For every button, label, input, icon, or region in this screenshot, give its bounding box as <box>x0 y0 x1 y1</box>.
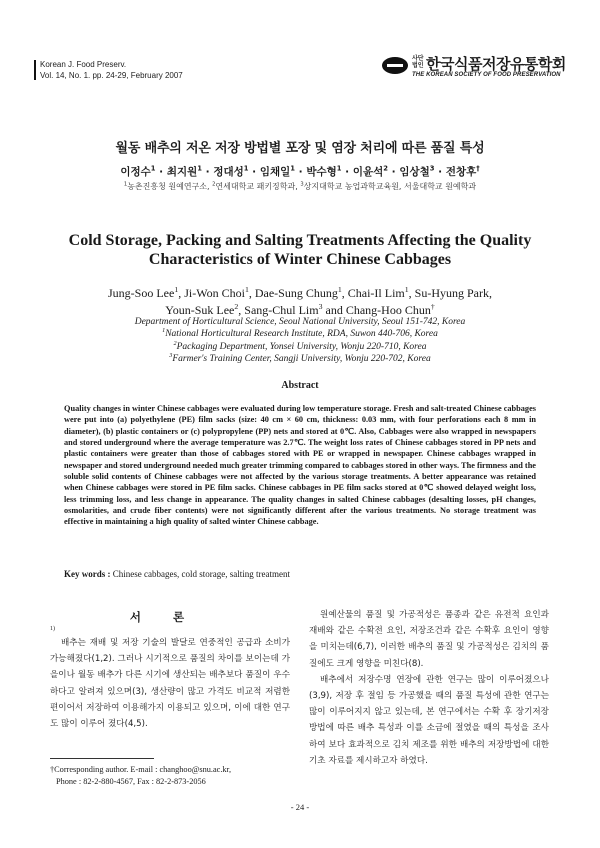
author-affiliation-mark: 1 <box>174 285 179 294</box>
author-name: Sang-Chul Lim <box>244 303 319 317</box>
authors-korean: 이정수$^1$ · 최지원$^1$ · 정대성$^1$ · 임채일$^1$ · 박수형$^1$ · 이윤석$^2$ · 임상철$^3$ · 전창후† <box>120 164 480 178</box>
affiliation-text: Packaging Department, Yonsei University, Wonju 220-710, Korea <box>176 341 427 352</box>
author-name: Jung-Soo Lee <box>108 286 175 300</box>
footnote-email: †Corresponding author. E-mail : changhoo@snu.ac.kr, <box>50 765 232 774</box>
society-logo <box>382 53 572 83</box>
affiliation-line <box>30 316 570 328</box>
author-name: 임채일 <box>259 166 291 178</box>
body-column-right <box>309 607 549 769</box>
author-affiliation-mark: 3 <box>318 302 323 311</box>
author-affiliation-mark: 1 <box>197 164 203 173</box>
affiliation-line <box>30 353 570 365</box>
author-name: 이윤석 <box>352 166 384 178</box>
body-paragraph: 배추에서 저장수명 연장에 관한 연구는 많이 이루어졌으나(3,9), 저장 후 절임 등 가공했을 때의 품질 특성에 관한 연구는 많이 이루어지지 않고 있는데, 본 연구에서는 수확 후 장기저장 방법에 따른 배추 특성과 이를 소금에 절였을 때의 특성을 조사하여 보다 효과적으로 김치 제조를 위한 배추의 저장방법에 대한 기초 자료를 제시하고자 하였다. <box>309 674 549 766</box>
journal-name: Korean J. Food Preserv. <box>40 60 127 69</box>
affiliation-text: Department of Horticultural Science, Seoul National University, Seoul 151-742, Korea <box>134 317 466 327</box>
author-affiliation-mark: 1 <box>150 164 156 173</box>
author-name: Chang-Hoo Chun <box>345 303 431 317</box>
society-emblem-icon <box>382 57 408 74</box>
abstract-text: Quality changes in winter Chinese cabbages were evaluated during low temperature storage. Fresh and salt-treated Chinese cabbages were put into (a) polyethylene (PE) film sacks (size: 40 cm × 60 cm, thickness: 0.03 mm, with four perforations each 8 mm in diameter), (b) plastic containers or (c) polypropylene (PP) nets and stored at 0℃. Also, Cabbages were also wrapped in newspapers and stored underground where the average temperature was 2.7℃. The weight loss rates of Chinese cabbages stored in PP nets and plastic containers were greater than those of cabbages stored with PE or wrapped in newspaper. Chinese cabbages wrapped in newspaper and stored underground needed much greater trimming compared to cabbages stored in other ways. The firmness and the soluble solid contents of Chinese cabbages were not affected by the various storage treatments. A better appearance was retained when Chinese cabbages were stored in PE film sacks. Chinese cabbages in PE film sacks stored at 0℃ showed delayed weight loss, less trimming loss, and less change in appearance. The quality changes in salted Chinese cabbages (desalting losses, pH changes, osmolarities, and crude fiber contents) were not significantly different after the various treatments. No storage treatment was effective in maintaining a high quality of salted winter Chinese cabbage. <box>64 404 536 527</box>
abstract-heading: Abstract <box>281 380 319 391</box>
logo-korean-name: 한국식품저장유통학회 <box>426 55 566 73</box>
title-english-line-1: Cold Storage, Packing and Salting Treatments Affecting the Quality <box>68 232 532 249</box>
affiliation-line <box>30 328 570 340</box>
author-affiliation-mark: 1 <box>244 285 249 294</box>
affiliation-mark: 3 <box>169 353 173 360</box>
header-rule <box>34 60 36 80</box>
page-number: - 24 - <box>290 802 310 812</box>
affiliation-mark: 1 <box>123 181 128 188</box>
affiliation-line <box>30 341 570 353</box>
author-affiliation-mark: 2 <box>383 164 389 173</box>
footnote-rule <box>50 758 154 759</box>
author-name: 박수형 <box>306 166 337 178</box>
body-paragraph: 원예산물의 품질 및 가공적성은 품종과 같은 유전적 요인과 재배와 같은 수확전 요인, 저장조건과 같은 수확후 요인이 영향을 미치는데(6,7), 이러한 배추의 품질 및 가공적성은 김치의 품질에도 크게 영향을 미친다(8). <box>309 610 549 669</box>
body-paragraph: 배추는 재배 및 저장 기술의 발달로 연중적인 공급과 소비가 가능해졌다(1,2). 그러나 시기적으로 품질의 차이를 보이는데 가을이나 월동 배추가 다른 시기에 생산되는 배추보다 품질이 우수하다고 알려져 있으며(3), 생산량이 많고 가격도 비교적 저렴한 편이어서 저장하여 이용해가지 이용되고 있으며, 이에 대한 연구도 많이 이루어 졌다(4,5). <box>50 638 290 730</box>
footnote-phone: Phone : 82-2-880-4567, Fax : 82-2-873-2056 <box>56 777 206 786</box>
footnote-marker: 1) <box>50 626 55 632</box>
author-affiliation-mark: 1 <box>243 164 249 173</box>
affiliations-korean <box>30 181 570 192</box>
author-name: Youn-Suk Lee <box>165 303 235 317</box>
author-name: Chai-Il Lim <box>347 286 405 300</box>
affiliation-mark: 3 <box>300 181 304 188</box>
author-affiliation-mark: 2 <box>234 302 239 311</box>
keywords-label: Key words : <box>64 569 111 579</box>
author-name: 정대성 <box>213 166 244 178</box>
body-column-left <box>50 635 290 732</box>
logo-english-name: THE KOREAN SOCIETY OF FOOD PRESERVATION <box>412 72 561 78</box>
author-affiliation-mark: 1 <box>337 285 342 294</box>
affiliation-text: Farmer's Training Center, Sangji University, Wonju 220-702, Korea <box>172 354 431 365</box>
keywords-text: Chinese cabbages, cold storage, salting treatment <box>112 569 290 579</box>
author-affiliation-mark: 1 <box>290 164 296 173</box>
author-affiliation-mark: † <box>476 164 480 173</box>
affiliation-mark: 1 <box>162 328 166 335</box>
affiliation-text: 농촌진흥청 원예연구소, <box>127 182 213 191</box>
title-korean: 월동 배추의 저온 저장 방법별 포장 및 염장 처리에 따른 품질 특성 <box>115 141 485 156</box>
affiliation-mark: 2 <box>212 181 216 188</box>
affiliation-text: 연세대학교 패키징학과, <box>215 182 301 191</box>
title-english <box>30 231 570 269</box>
author-name: Ji-Won Choi <box>184 286 245 300</box>
affiliation-mark: 2 <box>173 340 177 347</box>
logo-small-text: 사단법인 <box>412 55 424 69</box>
affiliation-text: National Horticultural Research Institute, RDA, Suwon 440-706, Korea <box>165 329 438 340</box>
authors-english-line-1: Jung-Soo Lee$^1$, Ji-Won Choi$^1$, Dae-Sung Chung$^1$, Chai-Il Lim$^1$, Su-Hyung Park, <box>108 285 492 300</box>
authors-english <box>30 285 570 319</box>
affiliations-english <box>30 316 570 366</box>
author-name: 임상철 <box>399 166 430 178</box>
section-heading-introduction: 서 론 <box>129 610 199 624</box>
author-name: Su-Hyung Park <box>414 286 489 300</box>
keywords <box>64 569 536 579</box>
author-affiliation-mark: † <box>430 302 435 311</box>
journal-volume: Vol. 14, No. 1. pp. 24-29, February 2007 <box>40 71 183 80</box>
affiliation-text: 상지대학교 농업과학교육원, 서울대학교 원예학과 <box>303 182 477 191</box>
author-affiliation-mark: 1 <box>404 285 409 294</box>
journal-citation <box>40 59 183 81</box>
author-name: 이정수 <box>120 166 151 178</box>
author-name: 전창후 <box>445 166 477 178</box>
authors-english-line-2: Youn-Suk Lee$^2$, Sang-Chul Lim$^3$ and Chang-Hoo Chun† <box>165 302 435 317</box>
corresponding-author-footnote <box>50 764 300 788</box>
author-affiliation-mark: 1 <box>336 164 342 173</box>
author-affiliation-mark: 3 <box>429 164 435 173</box>
author-name: 최지원 <box>166 166 198 178</box>
title-english-line-2: Characteristics of Winter Chinese Cabbages <box>148 251 452 268</box>
author-name: Dae-Sung Chung <box>254 286 338 300</box>
